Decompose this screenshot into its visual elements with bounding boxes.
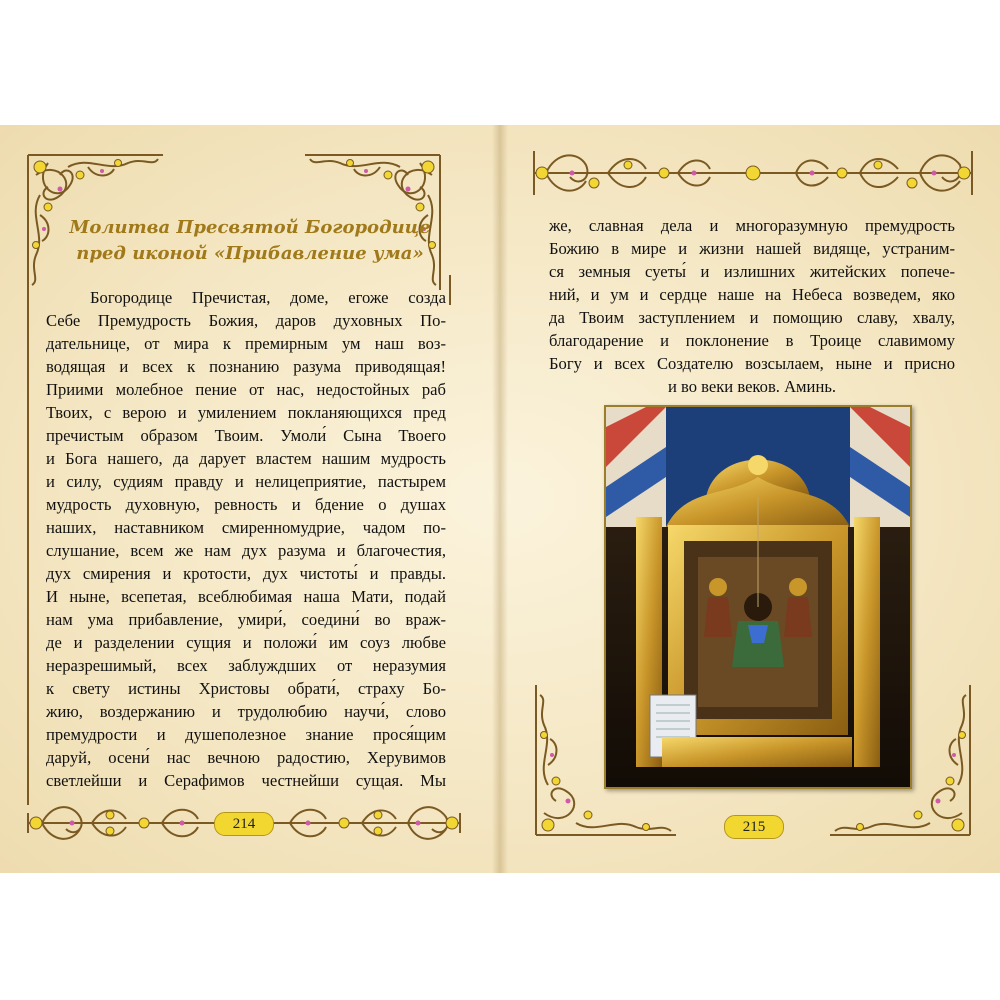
prayer-title-line: пред иконой «Прибавление ума» (76, 243, 424, 264)
ornament-left-side-icon (18, 275, 38, 805)
text-line: Божию в мире и жизни нашей видяще, устраним- (549, 239, 955, 258)
book-gutter (492, 125, 508, 873)
text-line: и во веки веков. Аминь. (667, 377, 837, 396)
text-line: да Твоим заступлением и помощию славу, хвалу, (549, 308, 955, 327)
page-number-right: 215 (724, 815, 784, 839)
text-line: Себе Премудрость Божия, даров духовных По- (46, 311, 446, 330)
text-line: благодарение и поклонение в Троице славимому (549, 331, 955, 350)
text-line: дательнице, от мира к премирным ум наш воз- (46, 334, 446, 353)
icon-shrine-illustration (606, 407, 910, 787)
text-line: жию, воздержанию и трудолюбию научи́, слово (46, 702, 446, 721)
text-line: Приими молебное пение от нас, недостойных раб (46, 380, 446, 399)
text-line: наших, наставником смиренномудрие, чадом по- (46, 518, 446, 537)
text-line: неразрешимый, всех заблуждших от неразумия (46, 656, 446, 675)
text-line: ний, и ум и сердце наше на Небеса возведем, яко (549, 285, 955, 304)
text-line: и силу, судиям правду и нелицеприятие, пастырем (46, 472, 446, 491)
icon-shrine-photo (604, 405, 912, 789)
text-line: пречистым образом Твоим. Умоли́ Сына Твоего (46, 426, 446, 445)
page-number-left: 214 (214, 812, 274, 836)
text-line: мудрость духовную, ревность и бдение о душах (46, 495, 446, 514)
text-line: И ныне, всепетая, всеблюбимая наша Мати, подай (46, 587, 446, 606)
left-page-text (46, 286, 446, 792)
right-page-text (549, 214, 955, 398)
prayer-title-line: Молитва Пресвятой Богородице (69, 217, 431, 238)
text-line: нам ума прибавление, умири́, соедини́ во враж- (46, 610, 446, 629)
text-line: ся земныя суеты́ и излишних житейских попече- (549, 262, 955, 281)
text-line: Твоих, с верою и умилением покланяющихся пред (46, 403, 446, 422)
text-line: Богу и всех Создателю возсылаем, ныне и присно (549, 354, 955, 373)
text-line: слушание, всем же нам дух разума и благочестия, (46, 541, 446, 560)
text-line: светлейши и Серафимов честнейши сущая. Мы (46, 771, 446, 790)
text-line: Богородице Пречистая, доме, егоже созда (90, 288, 446, 307)
text-line: же, славная дела и многоразумную премудрость (549, 216, 955, 235)
text-line: и Бога нашего, да дарует властем нашим мудрость (46, 449, 446, 468)
text-line: водящая и всех к познанию разума приводящая! (46, 357, 446, 376)
prayer-title (40, 215, 460, 267)
text-line: дух смирения и кротости, дух чистоты́ и правды. (46, 564, 446, 583)
text-line: премудрости и душеполезное знание прося́щим (46, 725, 446, 744)
text-line: к свету истины Христовы обрати́, страху Бо- (46, 679, 446, 698)
book-spread (0, 125, 1000, 873)
ornament-top-border-right-icon (528, 143, 978, 203)
text-line: даруй, осени́ нас вечною радостию, Херувимов (46, 748, 446, 767)
text-line: де и разделении сущия и положи́ им соуз любве (46, 633, 446, 652)
